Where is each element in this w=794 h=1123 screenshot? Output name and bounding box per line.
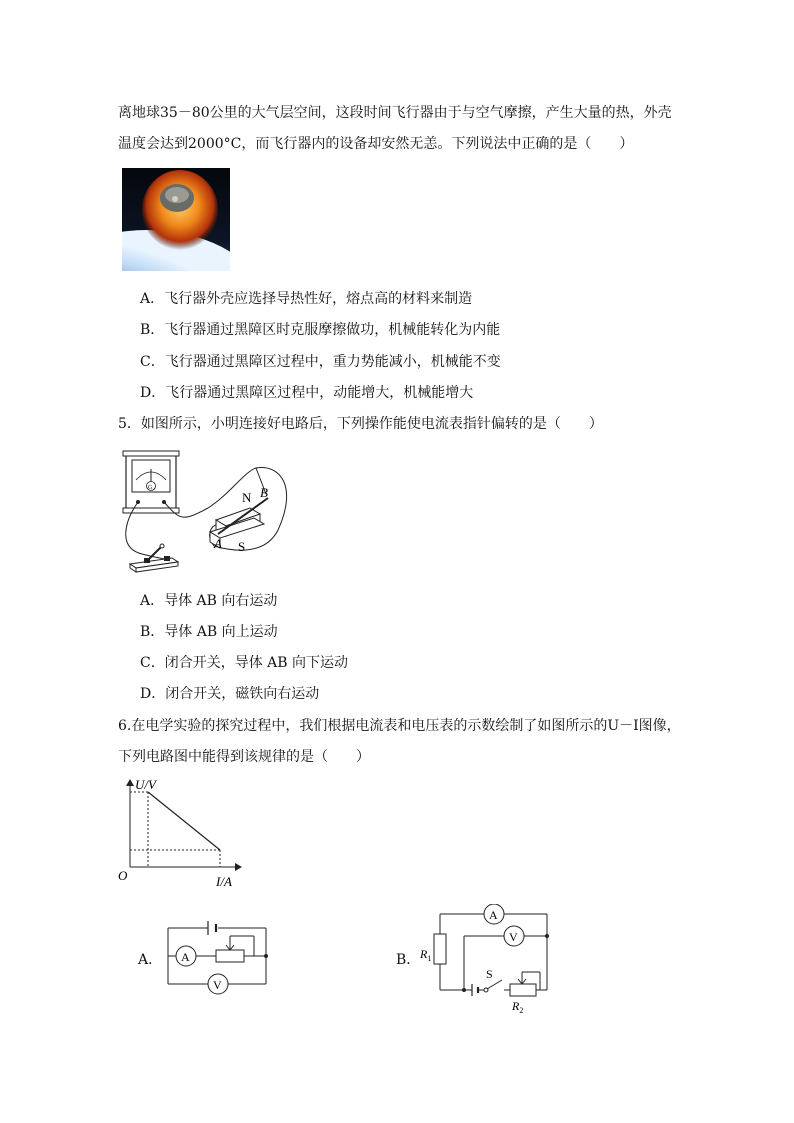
voltmeter-v-label: V	[213, 978, 222, 992]
q5-option-a[interactable]: A．导体 AB 向右运动	[140, 593, 278, 609]
q5-option-d[interactable]: D．闭合开关，磁铁向右运动	[140, 686, 320, 702]
y-axis-label: U/V	[135, 777, 156, 792]
spacecraft-reentry-photo	[122, 168, 230, 271]
ammeter-a-label: A	[181, 950, 190, 964]
u-i-graph	[116, 774, 256, 892]
switch-s-label: S	[486, 967, 493, 981]
q5-stem: 5．如图所示，小明连接好电路后，下列操作能使电流表指针偏转的是（ ）	[118, 416, 603, 432]
origin-label: O	[118, 868, 128, 883]
q5-option-b[interactable]: B．导体 AB 向上运动	[140, 624, 278, 640]
circuit-a-diagram[interactable]	[160, 912, 280, 1000]
electromagnetic-induction-figure	[118, 450, 296, 578]
q4-option-b[interactable]: B．飞行器通过黑障区时克服摩擦做功，机械能转化为内能	[140, 322, 501, 338]
x-axis-label: I/A	[216, 874, 232, 889]
q6-option-b-label[interactable]: B．	[396, 952, 421, 968]
q4-stem-line1: 离地球35－80公里的大气层空间，这段时间飞行器由于与空气摩擦，产生大量的热，外壳	[118, 105, 672, 121]
q4-option-a[interactable]: A．飞行器外壳应选择导热性好，熔点高的材料来制造	[140, 291, 473, 307]
circuit-b-diagram[interactable]	[416, 904, 556, 1014]
ammeter-a-label: A	[489, 908, 498, 922]
conductor-a-label: A	[214, 536, 222, 551]
galvanometer-g-label: G	[148, 485, 153, 491]
q4-stem-line2: 温度会达到2000°C，而飞行器内的设备却安然无恙。下列说法中正确的是（ ）	[118, 136, 634, 152]
q6-option-a-label[interactable]: A．	[138, 952, 163, 968]
rheostat-icon	[216, 950, 244, 962]
magnet-n-label: N	[242, 490, 252, 505]
resistor-r1-icon	[434, 934, 446, 964]
q4-option-d[interactable]: D．飞行器通过黑障区过程中，动能增大，机械能增大	[140, 385, 474, 401]
magnet-s-label: S	[238, 539, 246, 554]
q6-stem-line2: 下列电路图中能得到该规律的是（ ）	[118, 749, 370, 765]
r2-label: $R_2$	[512, 999, 524, 1014]
u-i-line	[148, 792, 220, 850]
q4-option-c[interactable]: C．飞行器通过黑障区过程中，重力势能减小，机械能不变	[140, 354, 501, 370]
voltmeter-v-label: V	[509, 930, 518, 944]
conductor-b-label: B	[260, 485, 268, 500]
q6-stem-line1: 6.在电学实验的探究过程中，我们根据电流表和电压表的示数绘制了如图所示的U－I图像，	[118, 718, 681, 734]
q5-option-c[interactable]: C．闭合开关，导体 AB 向下运动	[140, 655, 349, 671]
r1-label: $R_1$	[420, 947, 432, 963]
rheostat-r2-icon	[510, 984, 536, 996]
